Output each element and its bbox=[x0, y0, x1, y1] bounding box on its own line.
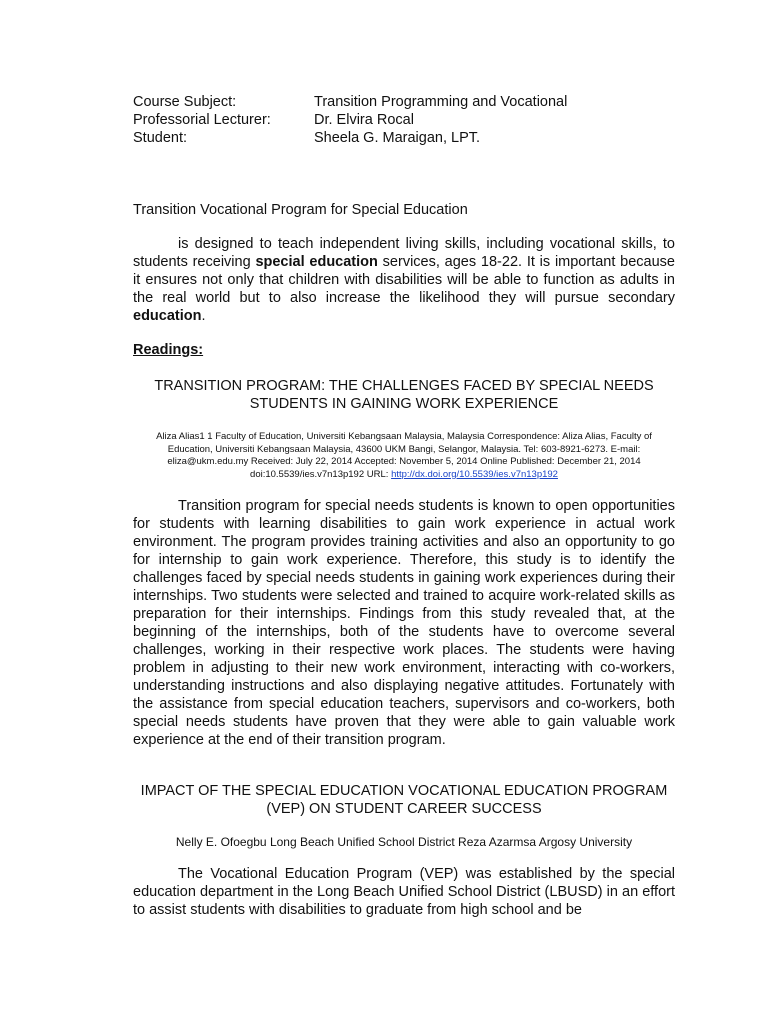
reading2-abstract-text: The Vocational Education Program (VEP) was established by the special education department in the Long Beach Unified School District (LBUSD) in an effort to assist students with disabilities to graduate from high school and be bbox=[133, 866, 675, 918]
course-subject-value: Transition Programming and Vocational bbox=[314, 94, 568, 110]
reading1-authors bbox=[133, 431, 675, 481]
reading2-authors: Nelly E. Ofoegbu Long Beach Unified School District Reza Azarmsa Argosy University bbox=[175, 835, 633, 849]
intro-bold-2: education bbox=[133, 308, 202, 324]
reading1-authors-text: Aliza Alias1 1 Faculty of Education, Universiti Kebangsaan Malaysia, Malaysia Correspondence: Aliza Alias, Faculty of Education, Universiti Kebangsaan Malaysia, 43600 UKM Bangi, Selangor, Malaysia. Tel: 603-8921-6273. E-mail: eliza@ukm.edu.my Received: July 22, 2014 Accepted: November 5, 2014 Online Published: December 21, 2014 doi:10.5539/ies.v7n13p192 URL: bbox=[156, 431, 652, 480]
intro-text-2: services, ages 18-22. It is important because it ensures not only that children with disabilities will be able to function as adults in the real world but to also increase the likelihood they will pursue secondary bbox=[133, 254, 675, 306]
readings-heading: Readings: bbox=[133, 342, 204, 358]
lecturer-row bbox=[133, 111, 567, 129]
reading1-abstract bbox=[133, 497, 675, 749]
reading2-abstract bbox=[133, 865, 675, 919]
intro-paragraph bbox=[133, 235, 675, 325]
course-subject-row bbox=[133, 93, 567, 111]
intro-text-1: is designed to teach independent living skills, including vocational skills, to students receiving bbox=[133, 236, 675, 270]
lecturer-value: Dr. Elvira Rocal bbox=[314, 112, 414, 128]
reading1-abstract-text: Transition program for special needs students is known to open opportunities for students with learning disabilities to gain work experience in actual work environment. The program provides training activities and also an opportunity to go for internship to gain work experience. Therefore, this study is to identify the challenges faced by special needs students in gaining work experiences during their internships. Two students were selected and trained to acquire work-related skills as preparation for their internships. Findings from this study revealed that, at the beginning of the internships, both of the students have to overcome several challenges, working in their respective work places. The students were having problem in adjusting to their new work environment, interacting with co-workers, understanding instructions and also displaying negative attitudes. Fortunately with the assistance from special education teachers, supervisors and co-workers, both special needs students have proven that they were able to gain valuable work experience at the end of their transition program. bbox=[133, 498, 675, 748]
intro-text-3: . bbox=[201, 308, 206, 324]
student-label: Student: bbox=[133, 130, 188, 146]
student-value: Sheela G. Maraigan, LPT. bbox=[314, 130, 481, 146]
course-subject-label: Course Subject: bbox=[133, 94, 237, 110]
reading1-title: TRANSITION PROGRAM: THE CHALLENGES FACED BY SPECIAL NEEDS STUDENTS IN GAINING WORK EXPERIENCE bbox=[154, 378, 654, 412]
course-info bbox=[133, 93, 567, 147]
intro-bold-1: special education bbox=[255, 254, 378, 270]
lecturer-label: Professorial Lecturer: bbox=[133, 112, 271, 128]
reading2-title: IMPACT OF THE SPECIAL EDUCATION VOCATIONAL EDUCATION PROGRAM (VEP) ON STUDENT CAREER SUCCESS bbox=[140, 783, 668, 817]
document-title: Transition Vocational Program for Special Education bbox=[133, 202, 468, 218]
reading1-doi-link[interactable]: http://dx.doi.org/10.5539/ies.v7n13p192 bbox=[391, 468, 558, 480]
student-row bbox=[133, 129, 567, 147]
